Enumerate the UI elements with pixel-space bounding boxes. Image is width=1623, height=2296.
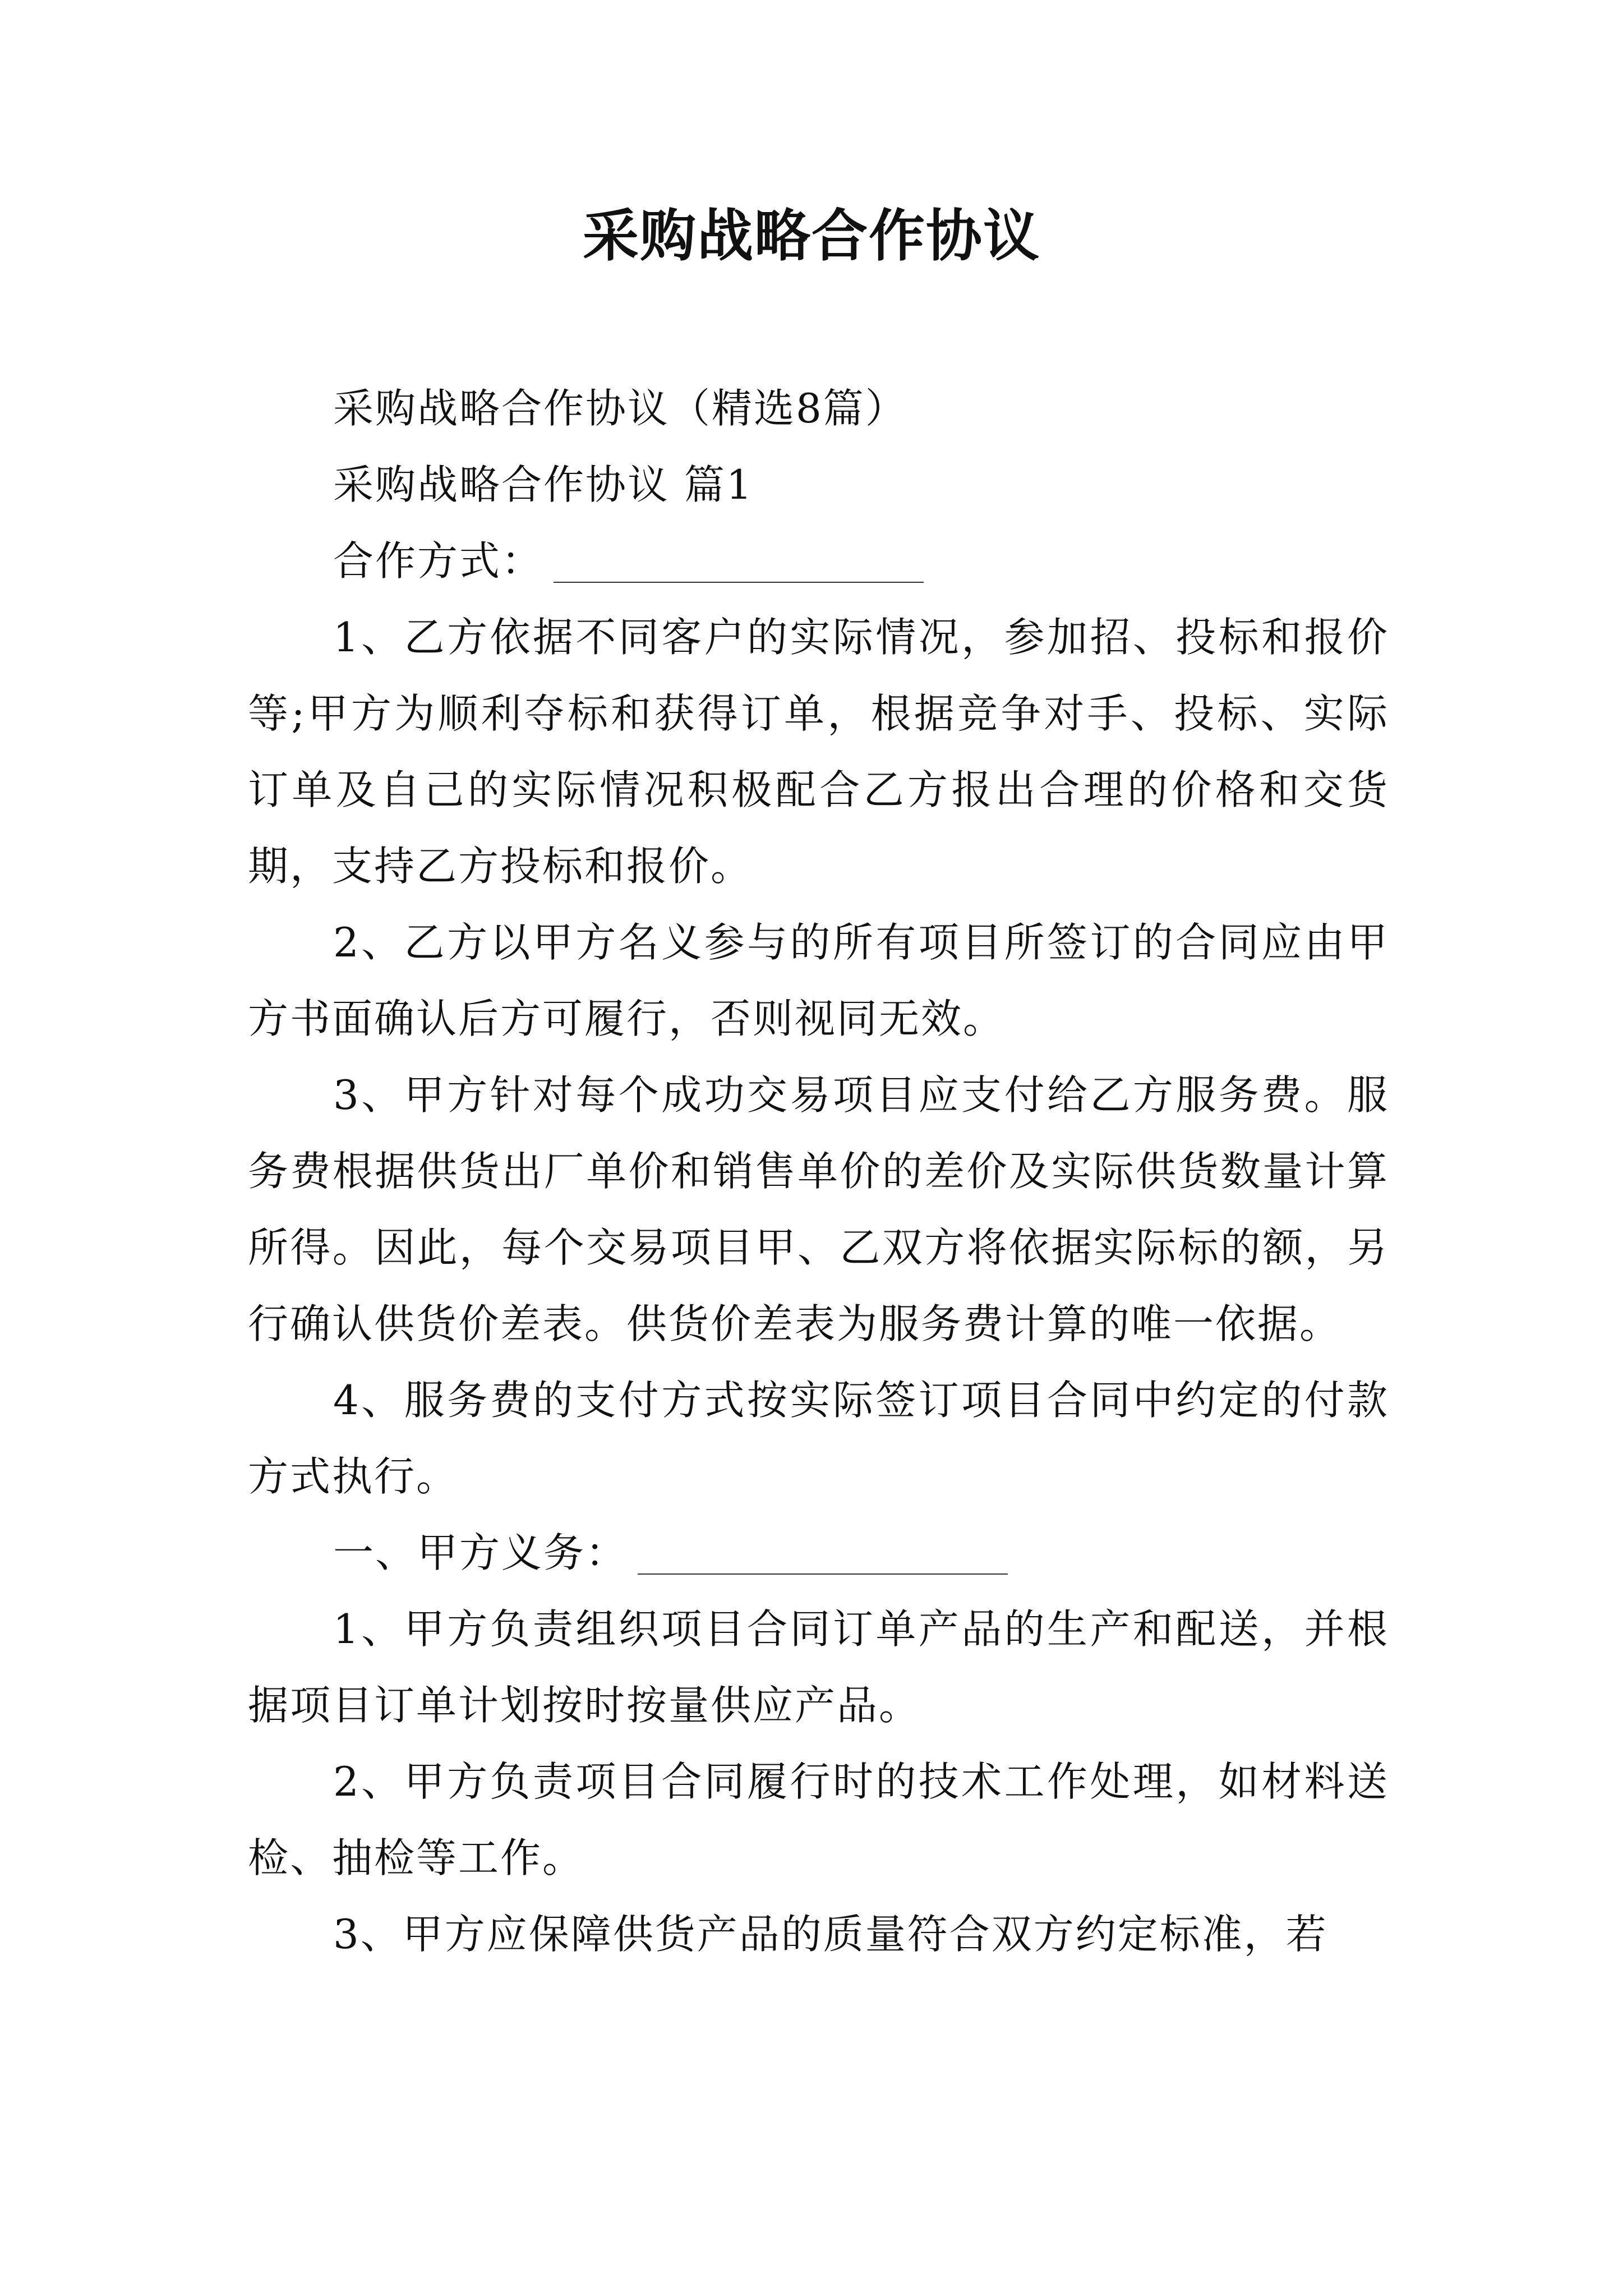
cooperation-label: 合作方式：: [333, 537, 544, 585]
party-a-item: 1、甲方负责组织项目合同订单产品的生产和配送，并根据项目订单计划按时按量供应产品。: [248, 1605, 1389, 1729]
paragraph: 2、乙方以甲方名义参与的所有项目所签订的合同应由甲方书面确认后方可履行，否则视同无效。: [248, 919, 1389, 1042]
cooperation-line: [248, 523, 1389, 599]
paragraph: 3、甲方针对每个成功交易项目应支付给乙方服务费。服务费根据供货出厂单价和销售单价的差价及实际供货数量计算所得。因此，每个交易项目甲、乙双方将依据实际标的额，另行确认供货价差表。供货价差表为服务费计算的唯一依据。: [248, 1071, 1389, 1347]
document-title: 采购战略合作协议: [583, 203, 1040, 269]
party-a-item: 3、甲方应保障供货产品的质量符合双方约定标准，若: [333, 1911, 1328, 1958]
fill-in-blank: [554, 582, 924, 583]
subtitle-line: 采购战略合作协议（精选8篇）: [333, 385, 907, 432]
fill-in-blank: [638, 1573, 1008, 1575]
party-a-heading: [248, 1515, 1389, 1591]
party-a-label: 一、甲方义务：: [333, 1529, 628, 1576]
document-body: [248, 370, 1389, 1972]
paragraph: 4、服务费的支付方式按实际签订项目合同中约定的付款方式执行。: [248, 1377, 1389, 1500]
section-heading: 采购战略合作协议 篇1: [333, 461, 754, 508]
paragraph: 1、乙方依据不同客户的实际情况，参加招、投标和报价等;甲方为顺利夺标和获得订单，根据竞争对手、投标、实际订单及自己的实际情况积极配合乙方报出合理的价格和交货期，支持乙方投标和报价。: [248, 614, 1389, 890]
party-a-item: 2、甲方负责项目合同履行时的技术工作处理，如材料送检、抽检等工作。: [248, 1758, 1389, 1881]
